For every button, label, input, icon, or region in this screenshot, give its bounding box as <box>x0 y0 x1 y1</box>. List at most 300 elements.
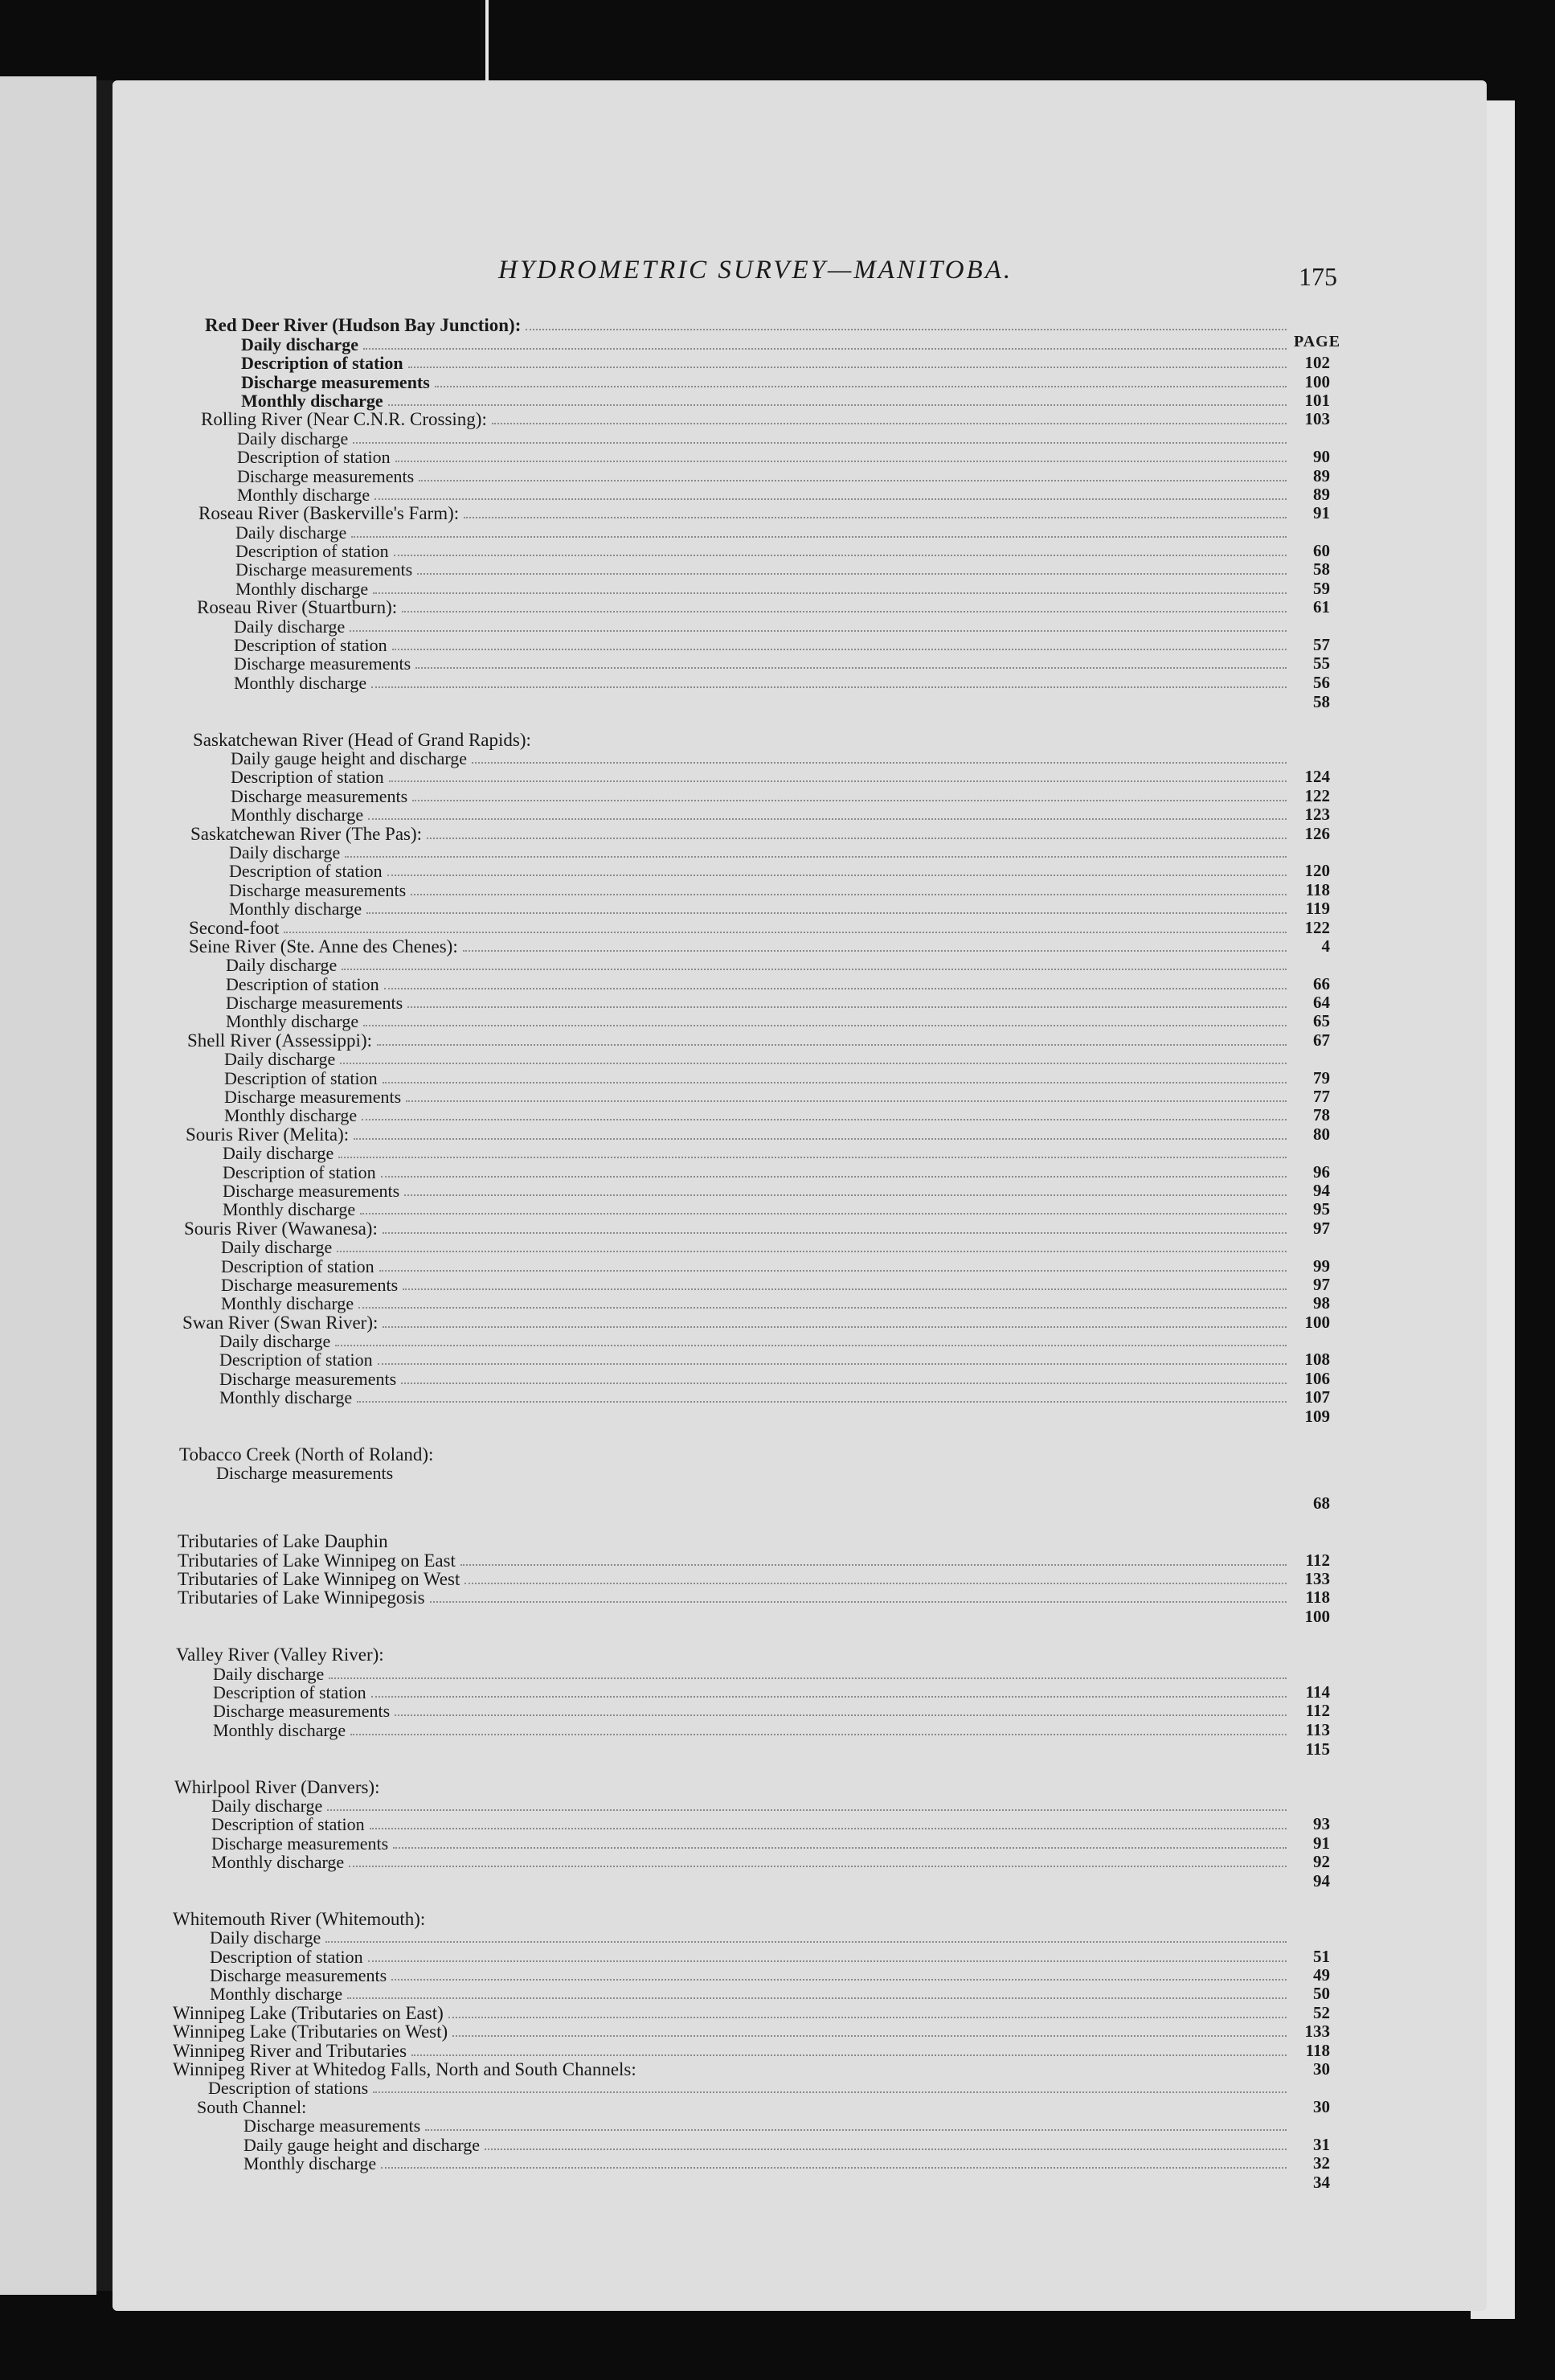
dot-leader <box>377 1043 1287 1046</box>
entry-page-number: 112 <box>1305 1701 1330 1721</box>
entry-page-number: 60 <box>1313 541 1330 561</box>
index-entry <box>173 1144 1330 1162</box>
index-entry <box>173 1720 1330 1739</box>
entry-label: Daily gauge height and discharge <box>243 2134 481 2155</box>
index-entry <box>173 1966 1330 1985</box>
index-heading <box>173 1445 1330 1464</box>
index-entry <box>173 1256 1330 1275</box>
dot-leader <box>448 2016 1287 2018</box>
entry-label: Description of station <box>213 1682 366 1702</box>
entry-label: Discharge measurements <box>211 1833 389 1854</box>
page-ref-number: 115 <box>1305 1739 1330 1759</box>
running-header: HYDROMETRIC SURVEY—MANITOBA. <box>498 256 1013 285</box>
entry-page-number: 98 <box>1313 1293 1330 1313</box>
index-entry <box>173 542 1330 560</box>
index-heading <box>173 1588 1330 1607</box>
entry-label: Tributaries of Lake Winnipeg on East <box>178 1550 456 1571</box>
index-entry <box>173 1106 1330 1124</box>
index-entry <box>173 1200 1330 1219</box>
entry-page-number: 101 <box>1304 390 1330 410</box>
dot-leader <box>351 535 1287 538</box>
dot-leader <box>526 328 1287 330</box>
index-entry <box>173 560 1330 579</box>
dot-leader <box>391 1978 1287 1981</box>
entry-label: Discharge measurements <box>241 371 430 392</box>
entry-label: Discharge measurements <box>235 559 413 580</box>
entry-page-number: 118 <box>1305 879 1330 899</box>
index-entry <box>173 334 1330 353</box>
entry-page-number: 133 <box>1304 1569 1330 1588</box>
dot-leader <box>404 1194 1287 1196</box>
dot-leader <box>464 1582 1287 1584</box>
dot-leader <box>337 1250 1287 1252</box>
index-heading <box>173 2022 1330 2041</box>
index-heading <box>173 1219 1330 1237</box>
entry-label: Souris River (Wawanesa): <box>184 1218 378 1239</box>
entry-page-number: 4 <box>1321 936 1330 956</box>
dot-leader <box>406 1100 1287 1102</box>
index-entry <box>173 1238 1330 1256</box>
entry-page-number: 89 <box>1313 484 1330 504</box>
index-heading <box>173 316 1330 334</box>
entry-page-number: 133 <box>1304 2022 1330 2042</box>
index-page-ref <box>173 1493 1330 1512</box>
entry-label: Discharge measurements <box>229 879 407 900</box>
index-entry <box>173 1294 1330 1313</box>
index-entry <box>173 1369 1330 1387</box>
index-heading <box>173 1313 1330 1331</box>
index-entry <box>173 1012 1330 1030</box>
index-entry <box>173 1162 1330 1181</box>
dot-leader <box>284 931 1287 933</box>
dot-leader <box>353 441 1287 444</box>
index-entry <box>173 2135 1330 2153</box>
dot-leader <box>329 1677 1287 1679</box>
entry-label: Discharge measurements <box>243 2116 421 2136</box>
index-entry <box>173 1068 1330 1087</box>
entry-label: Description of station <box>237 447 391 468</box>
index-entry <box>173 1464 1330 1482</box>
dot-leader <box>373 592 1287 594</box>
dot-leader <box>384 987 1287 989</box>
entry-page-number: 55 <box>1313 653 1330 674</box>
dot-leader <box>340 1062 1287 1064</box>
entry-label: Discharge measurements <box>216 1463 394 1484</box>
dot-leader <box>379 1269 1287 1272</box>
index-entry <box>173 354 1330 372</box>
dot-leader <box>357 1400 1287 1403</box>
dot-leader <box>395 1714 1287 1716</box>
entry-label: Monthly discharge <box>241 390 383 411</box>
dot-leader <box>350 1733 1287 1735</box>
entry-label: Roseau River (Baskerville's Farm): <box>198 503 460 524</box>
index-entry <box>173 1833 1330 1852</box>
index-entry <box>173 749 1330 768</box>
entry-label: Discharge measurements <box>226 993 403 1014</box>
entry-page-number: 50 <box>1313 1984 1330 2004</box>
dot-leader <box>366 911 1287 914</box>
index-heading <box>173 2003 1330 2022</box>
entry-page-number: 64 <box>1313 993 1330 1013</box>
adjacent-page-strip <box>0 76 96 2295</box>
dot-leader <box>383 1081 1287 1083</box>
index-heading <box>173 824 1330 842</box>
index-entry <box>173 466 1330 485</box>
entry-page-number: 120 <box>1304 861 1330 881</box>
index-entry <box>173 1702 1330 1720</box>
index-entry <box>173 2154 1330 2173</box>
index-page-ref <box>173 1607 1330 1625</box>
entry-label: Description of station <box>226 973 379 994</box>
dot-leader <box>362 1118 1287 1120</box>
dot-leader <box>383 1231 1287 1234</box>
index-entry <box>173 391 1330 410</box>
dot-leader <box>378 1362 1287 1365</box>
index-heading <box>173 918 1330 936</box>
entry-page-number: 32 <box>1313 2153 1330 2173</box>
entry-page-number: 56 <box>1313 672 1330 692</box>
entry-page-number: 103 <box>1304 409 1330 429</box>
dot-leader <box>411 2054 1287 2056</box>
entry-label: Tributaries of Lake Winnipegosis <box>178 1587 425 1608</box>
entry-label: Winnipeg River and Tributaries <box>173 2040 407 2061</box>
entry-page-number: 93 <box>1313 1814 1330 1834</box>
entry-page-number: 89 <box>1313 465 1330 485</box>
entry-label: Daily discharge <box>234 616 346 637</box>
entry-label: Discharge measurements <box>213 1701 391 1722</box>
entry-label: Daily discharge <box>237 428 349 449</box>
dot-leader <box>373 2091 1287 2093</box>
entry-label: Discharge measurements <box>223 1180 400 1201</box>
entry-page-number: 126 <box>1304 823 1330 843</box>
dot-leader <box>425 2128 1287 2131</box>
index-entry <box>173 485 1330 504</box>
index-entry <box>173 1947 1330 1965</box>
entry-label: Discharge measurements <box>231 785 408 806</box>
entry-page-number: 118 <box>1305 1587 1330 1608</box>
page-ref-number: 34 <box>1313 2172 1330 2192</box>
entry-page-number: 102 <box>1304 353 1330 373</box>
entry-label: Whitemouth River (Whitemouth): <box>173 1908 426 1929</box>
binding-thread <box>485 0 489 88</box>
entry-page-number: 96 <box>1313 1161 1330 1182</box>
page-number: 175 <box>1299 262 1337 291</box>
index-entry <box>173 428 1330 447</box>
entry-page-number: 99 <box>1313 1256 1330 1276</box>
dot-leader <box>472 761 1287 764</box>
index-page-ref <box>173 2173 1330 2191</box>
entry-label: Valley River (Valley River): <box>176 1645 384 1665</box>
entry-page-number: 51 <box>1313 1946 1330 1966</box>
index-entry <box>173 617 1330 635</box>
entry-page-number: 113 <box>1305 1719 1330 1739</box>
dot-leader <box>335 1344 1287 1346</box>
entry-label: Saskatchewan River (Head of Grand Rapids): <box>193 729 531 750</box>
index-entry <box>173 1928 1330 1947</box>
entry-label: Monthly discharge <box>219 1387 353 1408</box>
index-entry <box>173 2097 1330 2116</box>
entry-label: Discharge measurements <box>219 1368 397 1389</box>
entry-label: Daily discharge <box>224 1049 336 1070</box>
entry-label: Monthly discharge <box>226 1011 359 1032</box>
dot-leader <box>371 1695 1287 1698</box>
dot-leader <box>464 516 1287 518</box>
entry-label: Discharge measurements <box>221 1274 399 1295</box>
dot-leader <box>374 498 1287 500</box>
dot-leader <box>408 366 1287 368</box>
entry-label: Monthly discharge <box>235 578 369 599</box>
index-entry <box>173 2116 1330 2135</box>
index-page-ref <box>173 1739 1330 1758</box>
entry-page-number: 78 <box>1313 1105 1330 1125</box>
entry-label: Description of station <box>221 1256 374 1276</box>
entry-label: Discharge measurements <box>224 1087 402 1108</box>
entry-label: Description of stations <box>208 2078 369 2099</box>
index-entry <box>173 448 1330 466</box>
entry-page-number: 122 <box>1304 917 1330 937</box>
entry-page-number: 30 <box>1313 2096 1330 2116</box>
dot-leader <box>411 893 1287 895</box>
index-entry <box>173 862 1330 880</box>
entry-label: Monthly discharge <box>223 1199 356 1220</box>
dot-leader <box>435 385 1287 387</box>
index-heading <box>173 2060 1330 2079</box>
entry-label: Description of station <box>211 1814 365 1835</box>
index-heading <box>173 730 1330 748</box>
entry-label: Monthly discharge <box>231 805 364 825</box>
entry-label: Tributaries of Lake Winnipeg on West <box>178 1569 460 1589</box>
index-entry <box>173 768 1330 786</box>
dot-leader <box>387 874 1287 876</box>
dot-leader <box>360 1212 1287 1215</box>
page-ref-number: 68 <box>1313 1493 1330 1514</box>
index-entry <box>173 1332 1330 1350</box>
entry-label: Description of station <box>241 353 403 374</box>
index-entry <box>173 673 1330 691</box>
dot-leader <box>345 855 1287 858</box>
entry-page-number: 79 <box>1313 1067 1330 1088</box>
dot-leader <box>349 1865 1287 1867</box>
dot-leader <box>350 629 1287 632</box>
dot-leader <box>392 648 1287 650</box>
entry-page-number: 100 <box>1304 1312 1330 1332</box>
entry-page-number: 80 <box>1313 1124 1330 1144</box>
index-entry <box>173 2079 1330 2097</box>
dot-leader <box>394 554 1287 556</box>
dot-leader <box>370 1827 1287 1829</box>
index-entry <box>173 1683 1330 1702</box>
entry-label: Tributaries of Lake Dauphin <box>178 1531 388 1552</box>
entry-label: Red Deer River (Hudson Bay Junction): <box>205 315 522 336</box>
entry-page-number: 91 <box>1313 503 1330 523</box>
index-page-ref <box>173 1407 1330 1425</box>
entry-label: Monthly discharge <box>237 484 370 505</box>
entry-label: Monthly discharge <box>211 1852 345 1873</box>
entry-label: Description of station <box>219 1350 373 1370</box>
dot-leader <box>419 479 1287 481</box>
dot-leader <box>393 1846 1287 1849</box>
index-heading <box>173 937 1330 956</box>
entry-page-number: 112 <box>1305 1550 1330 1570</box>
entry-page-number: 57 <box>1313 635 1330 655</box>
entry-label: Second-foot <box>189 917 280 938</box>
dot-leader <box>381 1175 1287 1178</box>
page-ref-number: 109 <box>1304 1407 1330 1427</box>
dot-leader <box>407 1006 1287 1008</box>
entry-label: Daily discharge <box>223 1143 334 1164</box>
entry-page-number: 59 <box>1313 578 1330 598</box>
entry-label: Description of station <box>229 861 383 882</box>
entry-label: Discharge measurements <box>210 1965 387 1986</box>
dot-leader <box>485 2148 1287 2150</box>
entry-page-number: 97 <box>1313 1274 1330 1294</box>
index-entry <box>173 974 1330 993</box>
entry-label: South Channel: <box>197 2096 307 2117</box>
dot-leader <box>383 1325 1287 1328</box>
index-entry <box>173 805 1330 824</box>
entry-label: Monthly discharge <box>221 1293 354 1314</box>
dot-leader <box>389 780 1287 782</box>
entry-label: Monthly discharge <box>243 2153 377 2173</box>
index-entry <box>173 1088 1330 1106</box>
entry-label: Daily discharge <box>241 334 359 354</box>
index-entry <box>173 1050 1330 1068</box>
dot-leader <box>412 799 1287 801</box>
entry-page-number: 66 <box>1313 973 1330 993</box>
entry-label: Monthly discharge <box>213 1719 346 1740</box>
entry-label: Description of station <box>235 541 389 562</box>
entry-label: Shell River (Assessippi): <box>187 1030 372 1051</box>
dot-leader <box>358 1306 1287 1309</box>
entry-page-number: 94 <box>1313 1180 1330 1200</box>
index-heading <box>173 1532 1330 1550</box>
entry-label: Daily discharge <box>226 955 338 976</box>
index-entry <box>173 993 1330 1012</box>
entry-label: Tobacco Creek (North of Roland): <box>179 1444 434 1465</box>
entry-page-number: 100 <box>1304 371 1330 391</box>
dot-leader <box>347 1997 1287 1999</box>
index-entry <box>173 956 1330 974</box>
dot-leader <box>427 837 1287 839</box>
index-heading <box>173 1550 1330 1569</box>
dot-leader <box>460 1563 1287 1566</box>
entry-page-number: 90 <box>1313 447 1330 467</box>
dot-leader <box>415 666 1287 669</box>
index-entry <box>173 1388 1330 1407</box>
dot-leader <box>368 817 1287 820</box>
index-page-ref <box>173 1871 1330 1890</box>
entry-label: Rolling River (Near C.N.R. Crossing): <box>201 409 487 430</box>
entry-label: Monthly discharge <box>224 1105 358 1126</box>
index-entry <box>173 522 1330 541</box>
entry-page-number: 91 <box>1313 1833 1330 1853</box>
dot-leader <box>368 1960 1287 1962</box>
entry-page-number: 67 <box>1313 1030 1330 1050</box>
entry-label: Description of station <box>210 1946 363 1967</box>
index-heading <box>173 1909 1330 1927</box>
dot-leader <box>401 1382 1287 1384</box>
index-entry <box>173 1182 1330 1200</box>
index-entry <box>173 786 1330 805</box>
entry-label: Monthly discharge <box>234 672 367 693</box>
entry-label: Roseau River (Stuartburn): <box>197 597 398 618</box>
entry-page-number: 118 <box>1305 2040 1330 2060</box>
page-gutter-shadow <box>96 80 114 2291</box>
index-heading <box>173 598 1330 617</box>
page-ref-number: 58 <box>1313 691 1330 711</box>
entry-label: Souris River (Melita): <box>186 1124 350 1145</box>
dot-leader <box>363 347 1287 350</box>
dot-leader <box>327 1809 1287 1811</box>
index-heading <box>173 1777 1330 1796</box>
entry-page-number: 119 <box>1305 899 1330 919</box>
index-heading <box>173 2041 1330 2059</box>
entry-label: Daily discharge <box>213 1663 325 1684</box>
index-entry <box>173 372 1330 391</box>
dot-leader <box>325 1940 1287 1943</box>
index-entry <box>173 1276 1330 1294</box>
entry-page-number: 106 <box>1304 1368 1330 1388</box>
dot-leader <box>381 2166 1287 2169</box>
index-page-ref <box>173 692 1330 711</box>
entry-page-number: 114 <box>1305 1682 1330 1702</box>
page-column-label: PAGE <box>1294 333 1341 350</box>
dot-leader <box>371 686 1287 688</box>
entry-label: Description of station <box>234 635 387 656</box>
entry-label: Monthly discharge <box>210 1984 343 2005</box>
entry-label: Daily discharge <box>219 1331 331 1352</box>
entry-label: Description of station <box>224 1067 378 1088</box>
dot-leader <box>388 403 1287 406</box>
entry-page-number: 108 <box>1304 1350 1330 1370</box>
index-entry <box>173 1853 1330 1871</box>
index-entry <box>173 1985 1330 2003</box>
entry-page-number: 49 <box>1313 1965 1330 1985</box>
dot-leader <box>492 422 1287 424</box>
index-entry <box>173 1796 1330 1815</box>
entry-page-number: 52 <box>1313 2002 1330 2022</box>
index-heading <box>173 1645 1330 1664</box>
entry-page-number: 124 <box>1304 767 1330 787</box>
entry-page-number: 30 <box>1313 2058 1330 2079</box>
index-entry <box>173 843 1330 862</box>
entry-label: Daily discharge <box>229 842 341 862</box>
entry-label: Daily discharge <box>210 1927 321 1948</box>
entry-page-number: 123 <box>1304 805 1330 825</box>
page-ref-number: 100 <box>1304 1607 1330 1627</box>
index-entry <box>173 1664 1330 1682</box>
entry-label: Winnipeg River at Whitedog Falls, North and South Channels: <box>173 2058 636 2079</box>
dot-leader <box>338 1156 1287 1158</box>
index-entry <box>173 1350 1330 1369</box>
page-ref-number: 94 <box>1313 1871 1330 1891</box>
entry-label: Discharge measurements <box>237 465 415 486</box>
entry-label: Whirlpool River (Danvers): <box>174 1776 380 1797</box>
entry-page-number: 77 <box>1313 1087 1330 1107</box>
dot-leader <box>363 1024 1287 1026</box>
entry-page-number: 97 <box>1313 1218 1330 1238</box>
entry-label: Swan River (Swan River): <box>182 1312 379 1333</box>
entry-label: Monthly discharge <box>229 899 362 920</box>
index-entry <box>173 1815 1330 1833</box>
entry-label: Winnipeg Lake (Tributaries on East) <box>173 2002 444 2023</box>
entry-label: Daily gauge height and discharge <box>231 748 468 768</box>
dot-leader <box>342 968 1287 970</box>
entry-label: Winnipeg Lake (Tributaries on West) <box>173 2022 448 2042</box>
index-heading <box>173 1570 1330 1588</box>
entry-label: Seine River (Ste. Anne des Chenes): <box>189 936 458 957</box>
entry-label: Discharge measurements <box>234 653 411 674</box>
